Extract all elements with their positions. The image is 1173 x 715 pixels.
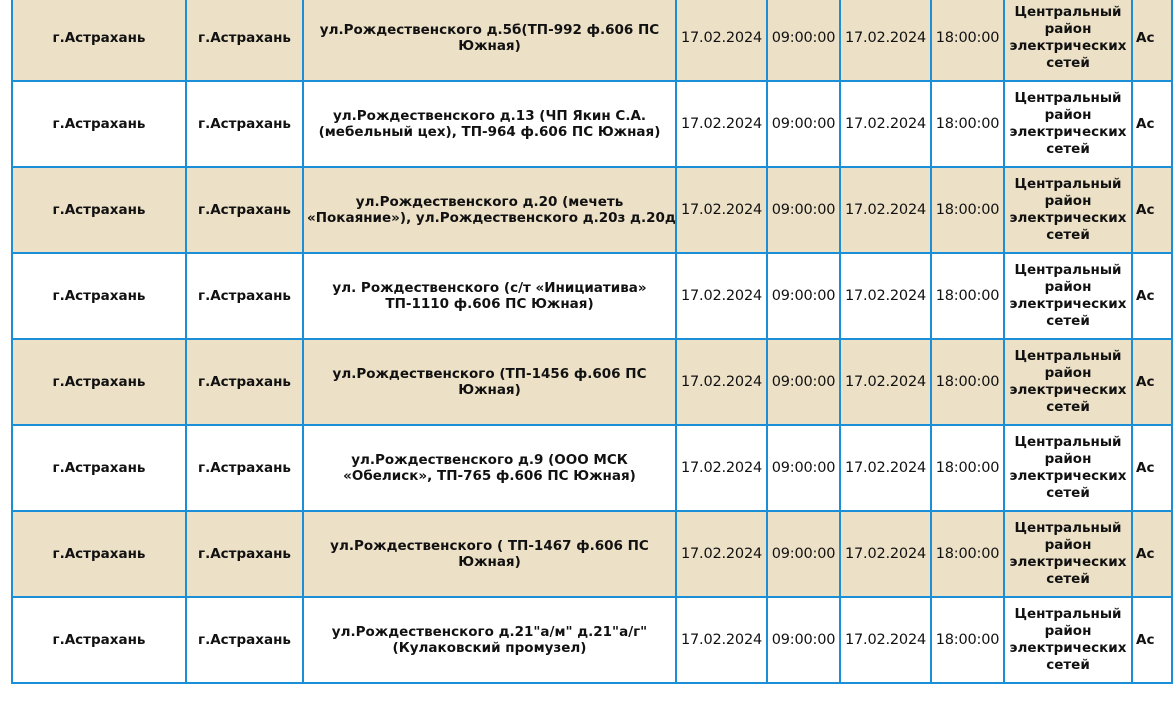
- address-cell: [303, 511, 676, 597]
- start-time-cell: 09:00:00: [767, 597, 840, 683]
- address-cell: [303, 0, 676, 81]
- start-time-cell: 09:00:00: [767, 167, 840, 253]
- locality-cell: г.Астрахань: [186, 597, 303, 683]
- table-row: [12, 339, 1172, 425]
- truncated-cell: Ас: [1132, 81, 1172, 167]
- end-date-cell: 17.02.2024: [840, 425, 931, 511]
- locality-cell: г.Астрахань: [186, 511, 303, 597]
- district-cell: [1004, 339, 1132, 425]
- end-time-cell: 18:00:00: [931, 425, 1004, 511]
- start-time-cell: 09:00:00: [767, 0, 840, 81]
- district-cell: [1004, 167, 1132, 253]
- district-cell: [1004, 253, 1132, 339]
- district-line: сетей: [1046, 657, 1090, 673]
- truncated-cell: Ас: [1132, 425, 1172, 511]
- district-line: электрических: [1009, 640, 1127, 656]
- end-date-cell: 17.02.2024: [840, 339, 931, 425]
- address-line: ул.Рождественского д.13 (ЧП Якин С.А.: [332, 108, 647, 124]
- city-cell: г.Астрахань: [12, 81, 186, 167]
- district-line: сетей: [1046, 55, 1090, 71]
- district-line: электрических: [1009, 382, 1127, 398]
- truncated-cell: Ас: [1132, 0, 1172, 81]
- end-time-cell: 18:00:00: [931, 81, 1004, 167]
- start-time-cell: 09:00:00: [767, 511, 840, 597]
- table-row: [12, 511, 1172, 597]
- start-time-cell: 09:00:00: [767, 81, 840, 167]
- district-line: Центральный: [1014, 176, 1122, 192]
- city-cell: г.Астрахань: [12, 597, 186, 683]
- district-line: сетей: [1046, 227, 1090, 243]
- address-line: (Кулаковский промузел): [392, 640, 587, 656]
- start-time-cell: 09:00:00: [767, 339, 840, 425]
- table-row: [12, 253, 1172, 339]
- district-line: электрических: [1009, 124, 1127, 140]
- locality-cell: г.Астрахань: [186, 81, 303, 167]
- outage-schedule-table: [11, 0, 1173, 684]
- district-cell: [1004, 511, 1132, 597]
- district-line: электрических: [1009, 554, 1127, 570]
- end-date-cell: 17.02.2024: [840, 0, 931, 81]
- start-date-cell: 17.02.2024: [676, 597, 767, 683]
- city-cell: г.Астрахань: [12, 253, 186, 339]
- start-date-cell: 17.02.2024: [676, 253, 767, 339]
- start-time-cell: 09:00:00: [767, 425, 840, 511]
- district-line: район: [1044, 365, 1092, 381]
- address-line: Южная): [458, 38, 521, 54]
- start-date-cell: 17.02.2024: [676, 511, 767, 597]
- end-time-cell: 18:00:00: [931, 597, 1004, 683]
- district-line: Центральный: [1014, 434, 1122, 450]
- address-line: «Обелиск», ТП-765 ф.606 ПС Южная): [343, 468, 636, 484]
- end-date-cell: 17.02.2024: [840, 81, 931, 167]
- district-line: район: [1044, 623, 1092, 639]
- district-line: Центральный: [1014, 90, 1122, 106]
- address-line: ул. Рождественского (с/т «Инициатива»: [332, 280, 647, 296]
- truncated-cell: Ас: [1132, 597, 1172, 683]
- district-cell: [1004, 0, 1132, 81]
- address-line: (мебельный цех), ТП-964 ф.606 ПС Южная): [318, 124, 661, 140]
- district-line: электрических: [1009, 468, 1127, 484]
- end-date-cell: 17.02.2024: [840, 253, 931, 339]
- district-cell: [1004, 81, 1132, 167]
- district-cell: [1004, 597, 1132, 683]
- table-row: [12, 597, 1172, 683]
- city-cell: г.Астрахань: [12, 339, 186, 425]
- district-line: сетей: [1046, 141, 1090, 157]
- district-line: сетей: [1046, 485, 1090, 501]
- district-line: Центральный: [1014, 520, 1122, 536]
- end-time-cell: 18:00:00: [931, 339, 1004, 425]
- district-line: район: [1044, 193, 1092, 209]
- address-cell: [303, 425, 676, 511]
- address-line: ТП-1110 ф.606 ПС Южная): [385, 296, 594, 312]
- district-line: электрических: [1009, 38, 1127, 54]
- end-time-cell: 18:00:00: [931, 511, 1004, 597]
- district-line: сетей: [1046, 313, 1090, 329]
- table-body: [12, 0, 1172, 683]
- district-line: район: [1044, 279, 1092, 295]
- address-line: ул.Рождественского д.20 (мечеть: [355, 194, 624, 210]
- end-date-cell: 17.02.2024: [840, 597, 931, 683]
- end-time-cell: 18:00:00: [931, 253, 1004, 339]
- end-time-cell: 18:00:00: [931, 0, 1004, 81]
- end-time-cell: 18:00:00: [931, 167, 1004, 253]
- table-row: [12, 81, 1172, 167]
- end-date-cell: 17.02.2024: [840, 511, 931, 597]
- truncated-cell: Ас: [1132, 253, 1172, 339]
- address-cell: [303, 167, 676, 253]
- start-date-cell: 17.02.2024: [676, 81, 767, 167]
- table-row: [12, 0, 1172, 81]
- district-line: район: [1044, 107, 1092, 123]
- locality-cell: г.Астрахань: [186, 339, 303, 425]
- district-line: Центральный: [1014, 4, 1122, 20]
- district-line: электрических: [1009, 210, 1127, 226]
- address-line: ул.Рождественского (ТП-1456 ф.606 ПС: [332, 366, 647, 382]
- locality-cell: г.Астрахань: [186, 253, 303, 339]
- district-line: район: [1044, 21, 1092, 37]
- city-cell: г.Астрахань: [12, 511, 186, 597]
- locality-cell: г.Астрахань: [186, 167, 303, 253]
- address-cell: [303, 339, 676, 425]
- address-line: ул.Рождественского д.21"а/м" д.21"а/г": [331, 624, 648, 640]
- start-date-cell: 17.02.2024: [676, 0, 767, 81]
- start-time-cell: 09:00:00: [767, 253, 840, 339]
- district-line: Центральный: [1014, 606, 1122, 622]
- start-date-cell: 17.02.2024: [676, 425, 767, 511]
- address-cell: [303, 81, 676, 167]
- city-cell: г.Астрахань: [12, 167, 186, 253]
- end-date-cell: 17.02.2024: [840, 167, 931, 253]
- start-date-cell: 17.02.2024: [676, 167, 767, 253]
- city-cell: г.Астрахань: [12, 0, 186, 81]
- truncated-cell: Ас: [1132, 511, 1172, 597]
- table-row: [12, 167, 1172, 253]
- district-line: район: [1044, 537, 1092, 553]
- start-date-cell: 17.02.2024: [676, 339, 767, 425]
- address-line: Южная): [458, 382, 521, 398]
- district-line: Центральный: [1014, 262, 1122, 278]
- district-cell: [1004, 425, 1132, 511]
- address-cell: [303, 597, 676, 683]
- truncated-cell: Ас: [1132, 167, 1172, 253]
- address-line: «Покаяние»), ул.Рождественского д.20з д.20д: [307, 210, 676, 226]
- truncated-cell: Ас: [1132, 339, 1172, 425]
- locality-cell: г.Астрахань: [186, 425, 303, 511]
- address-line: ул.Рождественского ( ТП-1467 ф.606 ПС: [330, 538, 649, 554]
- address-line: ул.Рождественского д.9 (ООО МСК: [351, 452, 628, 468]
- district-line: электрических: [1009, 296, 1127, 312]
- locality-cell: г.Астрахань: [186, 0, 303, 81]
- city-cell: г.Астрахань: [12, 425, 186, 511]
- district-line: сетей: [1046, 571, 1090, 587]
- district-line: Центральный: [1014, 348, 1122, 364]
- address-line: ул.Рождественского д.5б(ТП-992 ф.606 ПС: [319, 22, 660, 38]
- table-row: [12, 425, 1172, 511]
- address-cell: [303, 253, 676, 339]
- district-line: сетей: [1046, 399, 1090, 415]
- district-line: район: [1044, 451, 1092, 467]
- address-line: Южная): [458, 554, 521, 570]
